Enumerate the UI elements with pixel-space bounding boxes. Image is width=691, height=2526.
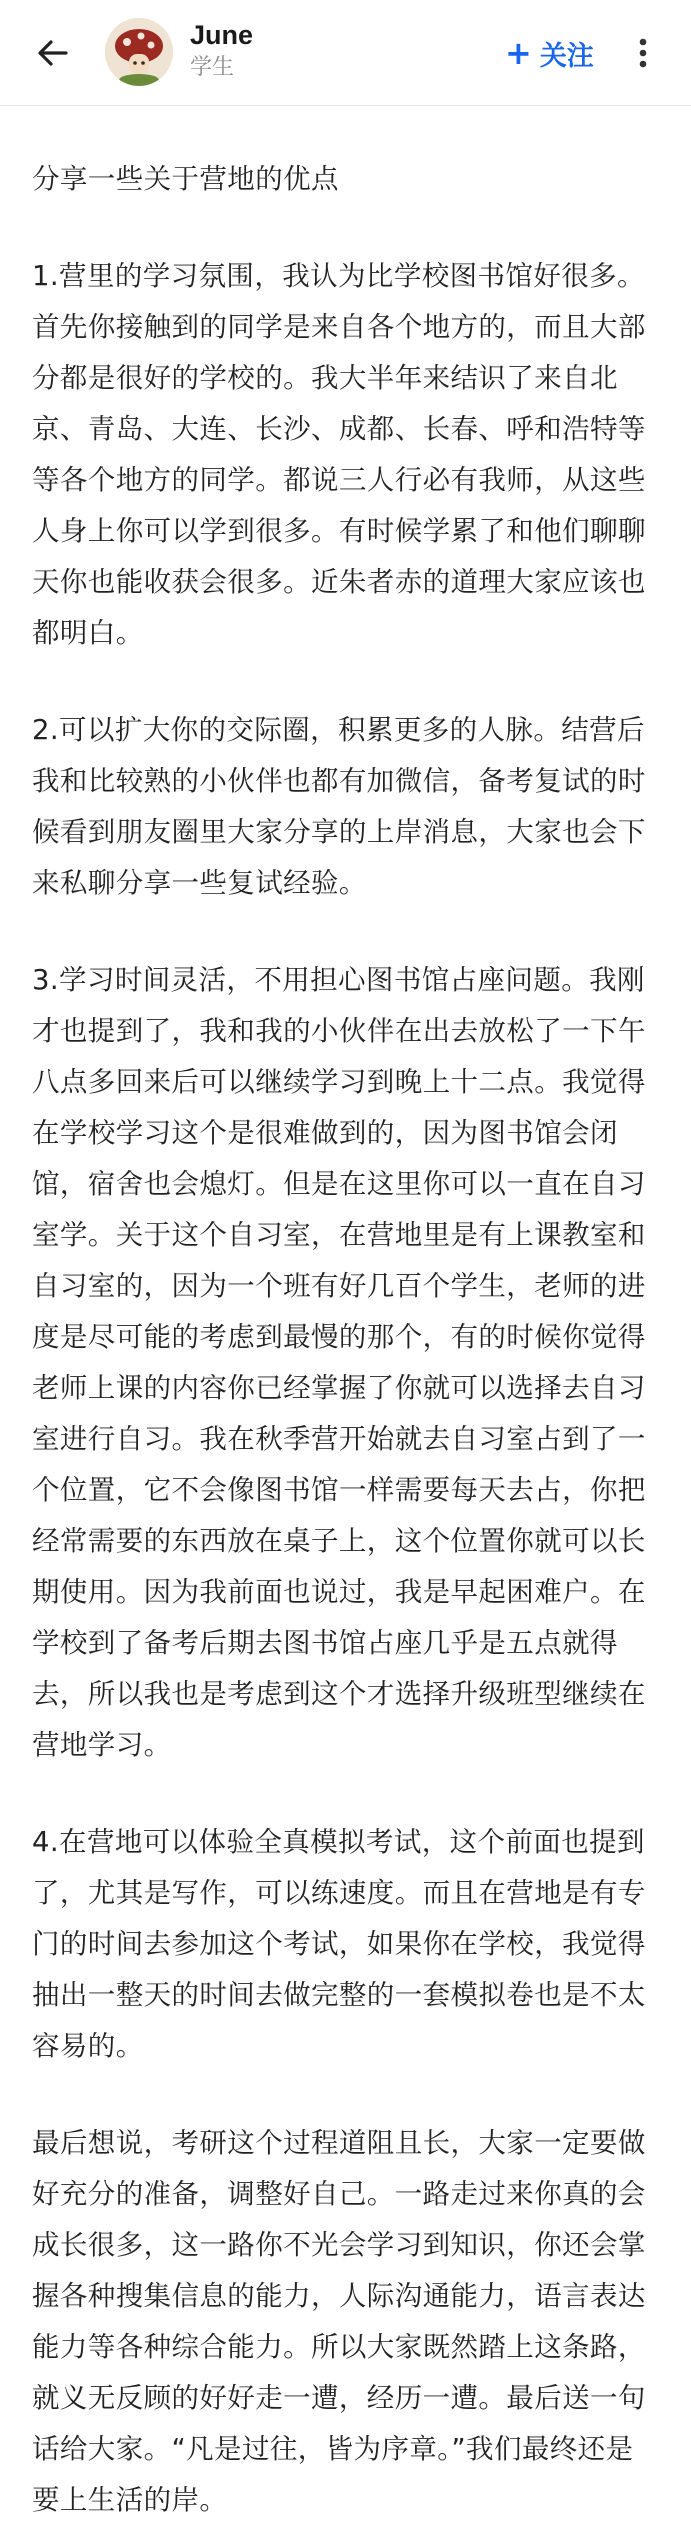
follow-button[interactable]	[505, 30, 594, 76]
more-button[interactable]	[628, 30, 658, 76]
back-arrow-icon	[36, 36, 70, 70]
more-vertical-icon	[638, 37, 648, 69]
back-button[interactable]	[28, 28, 78, 78]
plus-icon: +	[505, 34, 532, 72]
avatar-image	[105, 18, 173, 86]
article-paragraph-4: 4.在营地可以体验全真模拟考试，这个前面也提到了，尤其是写作，可以练速度。而且在营地是有专门的时间去参加这个考试，如果你在学校，我觉得抽出一整天的时间去做完整的一套模拟卷也是不太容易的。	[32, 1826, 646, 2062]
user-name: June	[190, 20, 254, 50]
article-body	[0, 106, 691, 2526]
user-info[interactable]	[190, 18, 253, 84]
article-paragraph-1: 1.营里的学习氛围，我认为比学校图书馆好很多。首先你接触到的同学是来自各个地方的，而且大部分都是很好的学校的。我大半年来结识了来自北京、青岛、大连、长沙、成都、长春、呼和浩特等等各个地方的同学。都说三人行必有我师，从这些人身上你可以学到很多。有时候学累了和他们聊聊天你也能收获会很多。近朱者赤的道理大家应该也都明白。	[32, 260, 646, 649]
avatar[interactable]	[105, 18, 173, 86]
user-role: 学生	[190, 55, 235, 80]
article-paragraph-2: 2.可以扩大你的交际圈，积累更多的人脉。结营后我和比较熟的小伙伴也都有加微信，备考复试的时候看到朋友圈里大家分享的上岸消息，大家也会下来私聊分享一些复试经验。	[32, 714, 646, 899]
article-paragraph-5: 最后想说，考研这个过程道阻且长，大家一定要做好充分的准备，调整好自己。一路走过来你真的会成长很多，这一路你不光会学习到知识，你还会掌握各种搜集信息的能力，人际沟通能力，语言表达能力等各种综合能力。所以大家既然踏上这条路，就义无反顾的好好走一遭，经历一遭。最后送一句话给大家。“凡是过往，皆为序章。”我们最终还是要上生活的岸。	[32, 2127, 646, 2516]
follow-label: 关注	[539, 40, 594, 72]
article-title: 分享一些关于营地的优点	[32, 163, 339, 195]
article-paragraph-3: 3.学习时间灵活，不用担心图书馆占座问题。我刚才也提到了，我和我的小伙伴在出去放松了一下午八点多回来后可以继续学习到晚上十二点。我觉得在学校学习这个是很难做到的，因为图书馆会闭馆，宿舍也会熄灯。但是在这里你可以一直在自习室学。关于这个自习室，在营地里是有上课教室和自习室的，因为一个班有好几百个学生，老师的进度是尽可能的考虑到最慢的那个，有的时候你觉得老师上课的内容你已经掌握了你就可以选择去自习室进行自习。我在秋季营开始就去自习室占到了一个位置，它不会像图书馆一样需要每天去占，你把经常需要的东西放在桌子上，这个位置你就可以长期使用。因为我前面也说过，我是早起困难户。在学校到了备考后期去图书馆占座几乎是五点就得去，所以我也是考虑到这个才选择升级班型继续在营地学习。	[32, 964, 646, 1761]
top-bar	[0, 0, 691, 106]
